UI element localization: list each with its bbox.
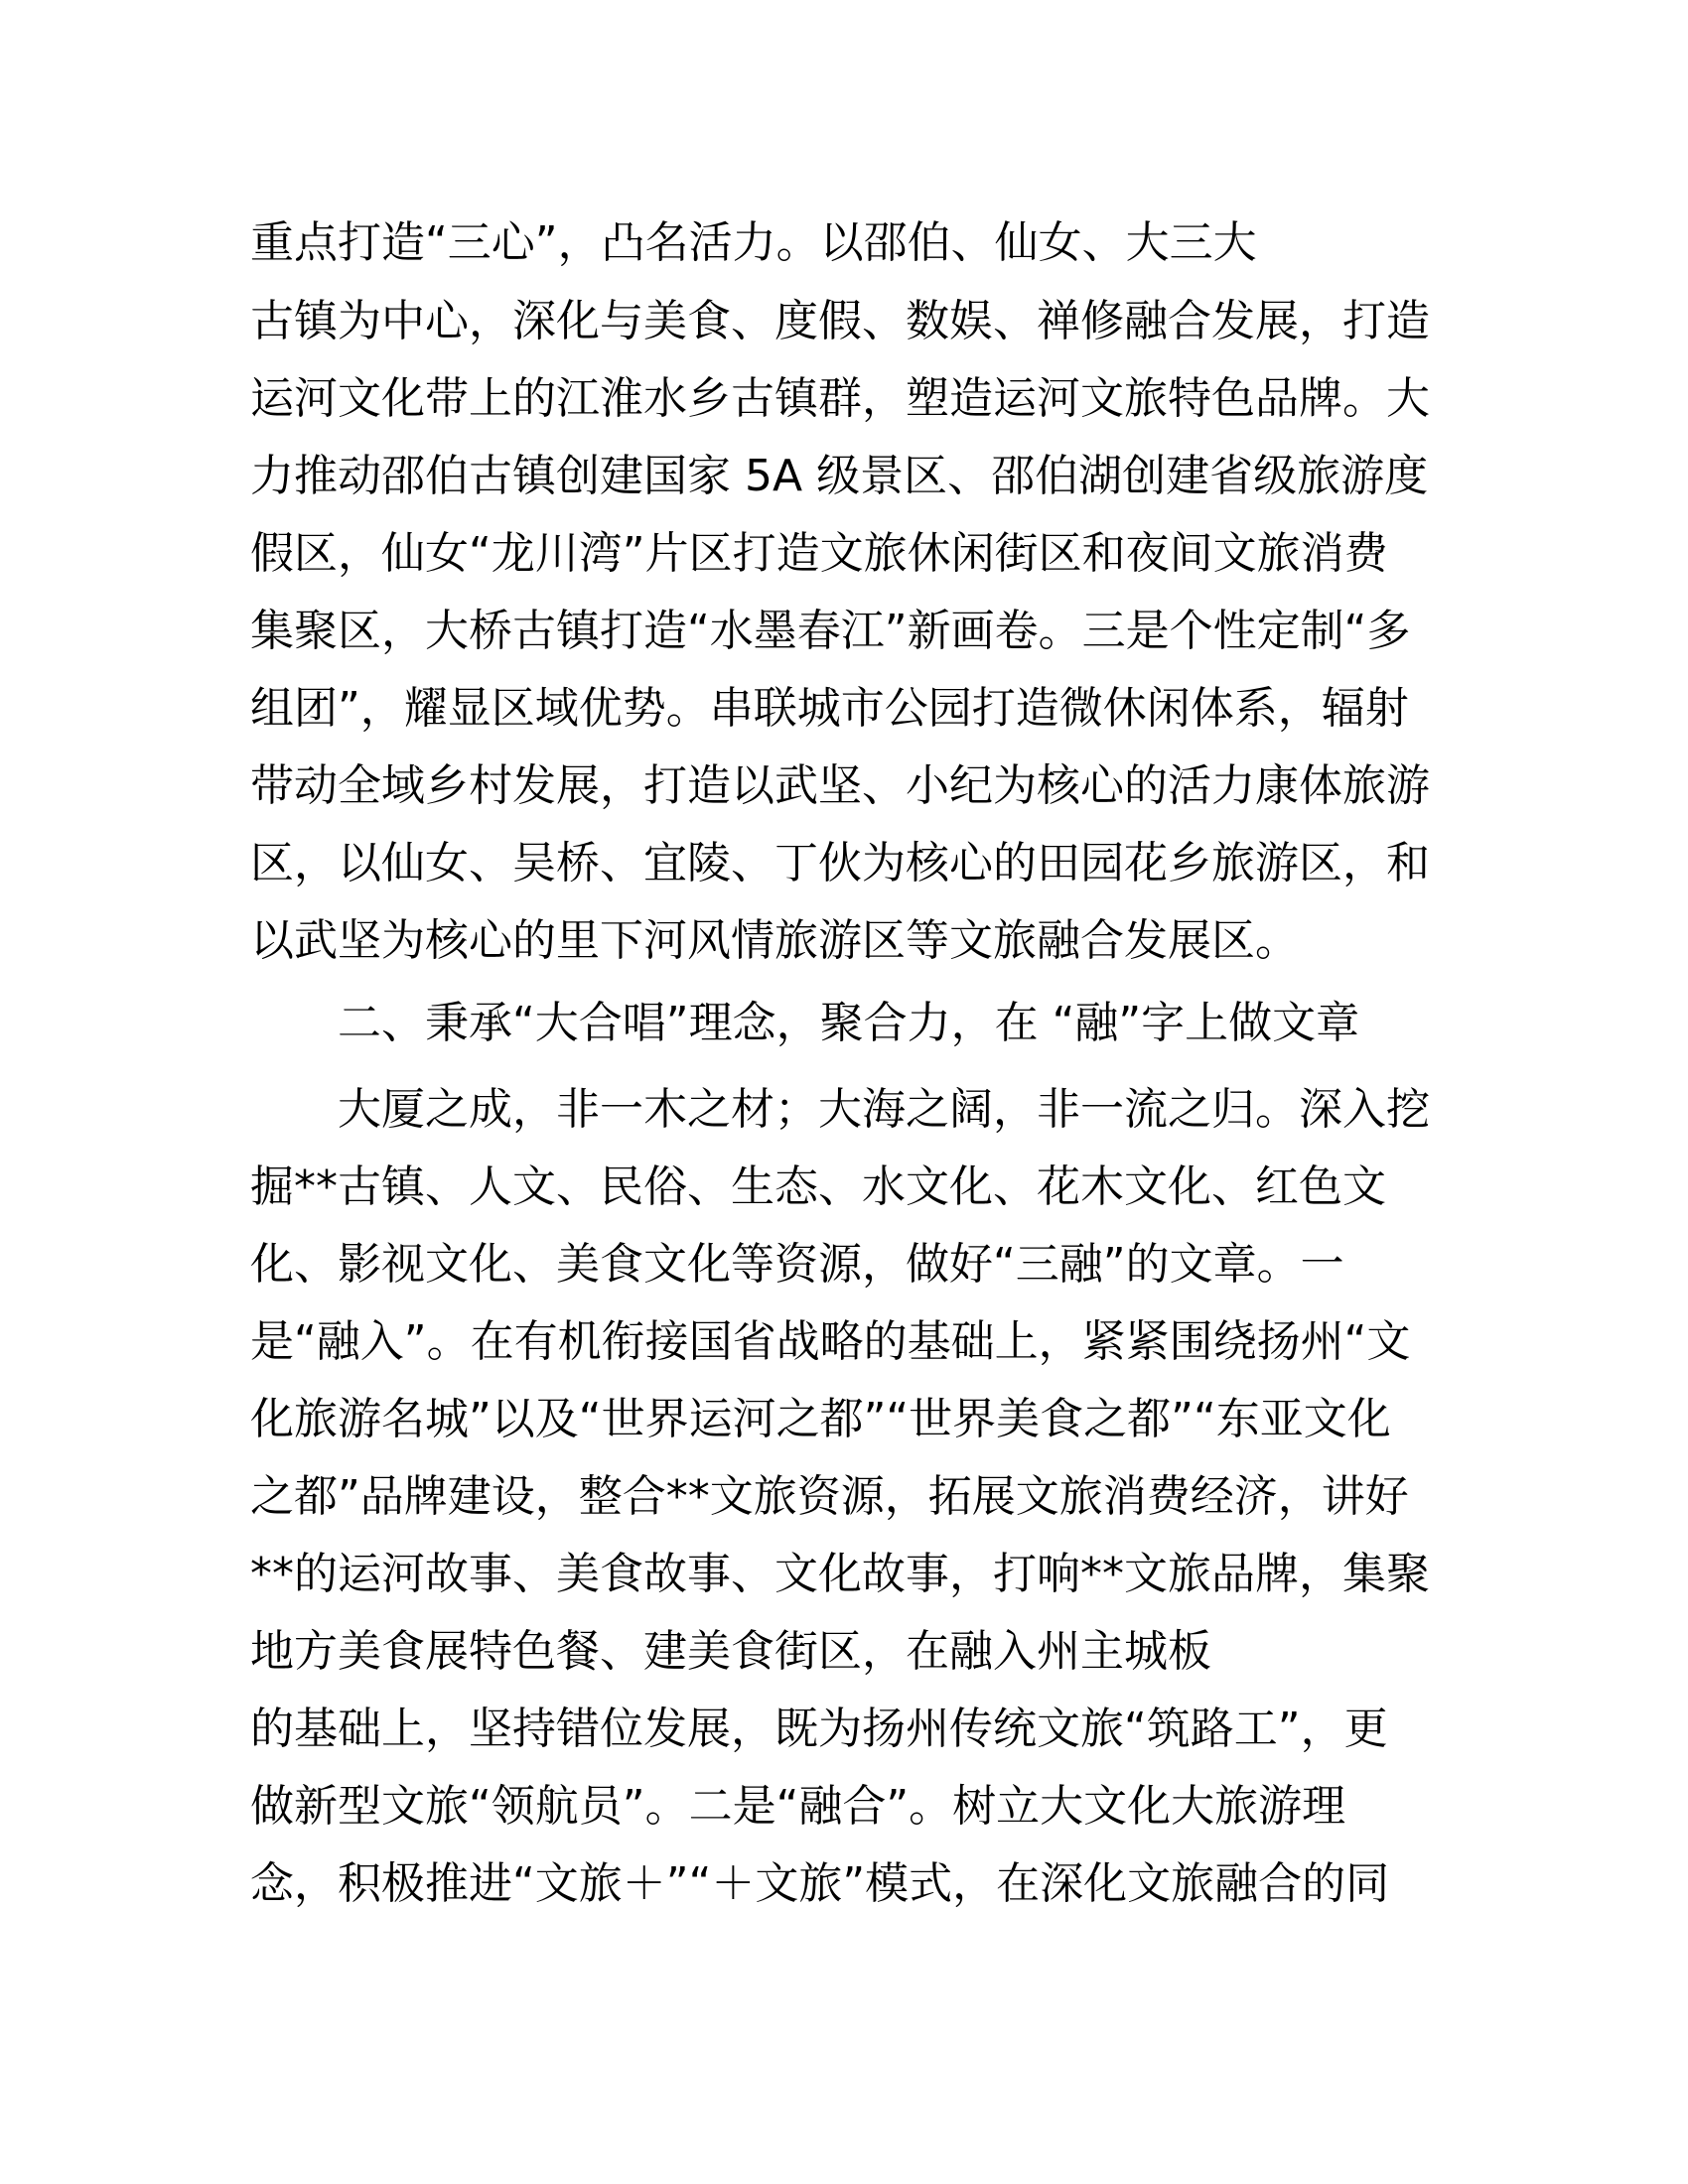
text-line: 地方美食展特色餐、建美食街区，在融入州主城板: [250, 1626, 1211, 1677]
text-line: 之都”品牌建设，整合**文旅资源，拓展文旅消费经济，讲好: [250, 1471, 1409, 1522]
paragraph-first-line: 大厦之成，非一木之材；大海之阔，非一流之归。深入挖: [338, 1084, 1430, 1135]
section-heading: 二、秉承“大合唱”理念，聚合力，在 “融”字上做文章: [338, 998, 1360, 1048]
text-line: 是“融入”。在有机衔接国省战略的基础上，紧紧围绕扬州“文: [250, 1316, 1411, 1367]
text-line: **的运河故事、美食故事、文化故事，打响**文旅品牌，集聚: [250, 1549, 1430, 1599]
text-line: 带动全域乡村发展，打造以武坚、小纪为核心的活力康体旅游: [250, 760, 1430, 811]
text-line: 化旅游名城”以及“世界运河之都”“世界美食之都”“东亚文化: [250, 1394, 1391, 1444]
text-line: 化、影视文化、美食文化等资源，做好“三融”的文章。一: [250, 1239, 1344, 1290]
text-line: 重点打造“三心”，凸名活力。以邵伯、仙女、大三大: [250, 217, 1257, 268]
text-line: 做新型文旅“领航员”。二是“融合”。树立大文化大旅游理: [250, 1781, 1346, 1832]
text-line: 念，积极推进“文旅＋”“＋文旅”模式，在深化文旅融合的同: [250, 1858, 1390, 1909]
text-line: 区，以仙女、吴桥、宜陵、丁伙为核心的田园花乡旅游区，和: [250, 838, 1430, 888]
text-line: 集聚区，大桥古镇打造“水墨春江”新画卷。三是个性定制“多: [250, 606, 1411, 656]
text-line: 以武坚为核心的里下河风情旅游区等文旅融合发展区。: [250, 915, 1299, 966]
text-line: 假区，仙女“龙川湾”片区打造文旅休闲街区和夜间文旅消费: [250, 528, 1388, 579]
text-line: 组团”，耀显区域优势。串联城市公园打造微休闲体系，辐射: [250, 683, 1409, 734]
text-line: 运河文化带上的江淮水乡古镇群，塑造运河文旅特色品牌。大: [250, 373, 1430, 424]
text-line: 古镇为中心，深化与美食、度假、数娱、禅修融合发展，打造: [250, 296, 1430, 346]
text-line: 掘**古镇、人文、民俗、生态、水文化、花木文化、红色文: [250, 1161, 1386, 1212]
text-line: 的基础上，坚持错位发展，既为扬州传统文旅“筑路工”，更: [250, 1704, 1388, 1754]
text-line: 力推动邵伯古镇创建国家 5A 级景区、邵伯湖创建省级旅游度: [250, 451, 1429, 501]
